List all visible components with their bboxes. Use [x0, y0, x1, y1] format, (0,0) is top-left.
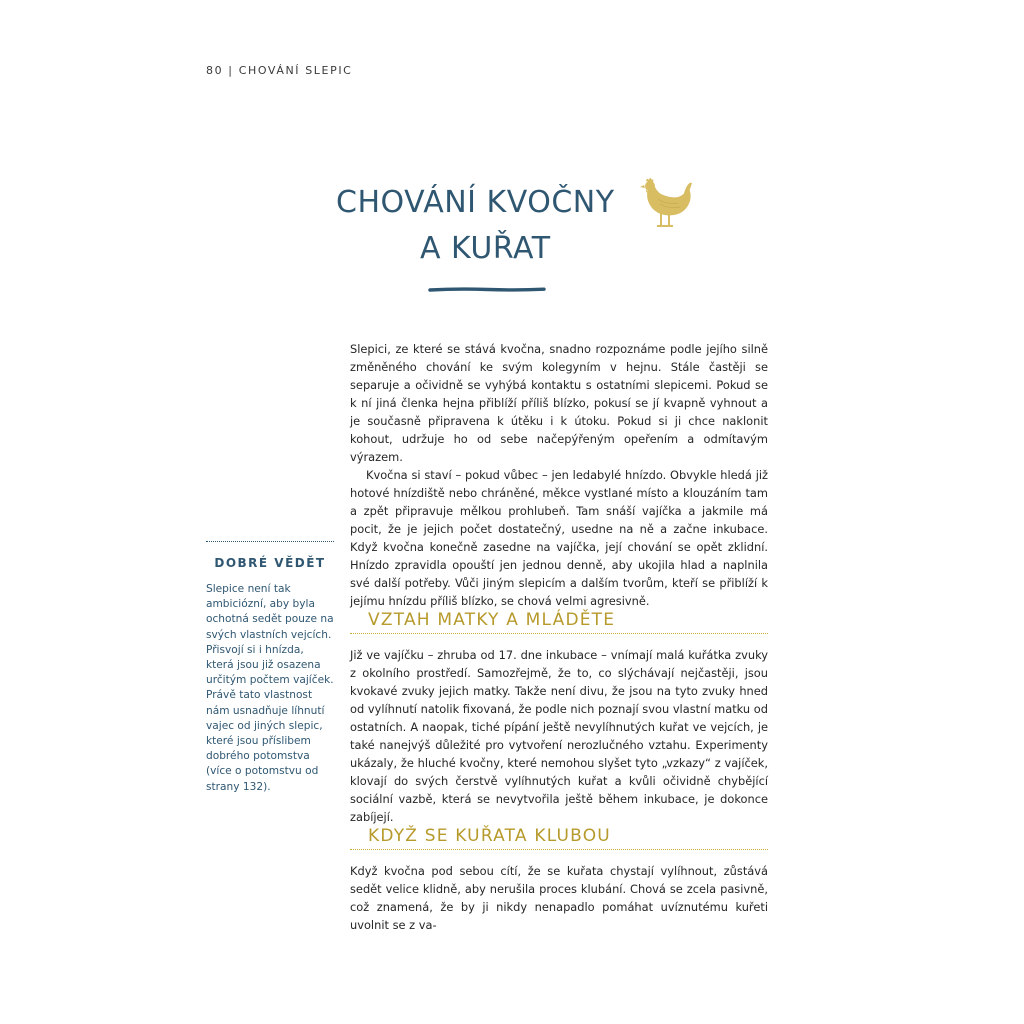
section-hatching-text: [350, 862, 768, 934]
section-heading-hatching: KDYŽ SE KUŘATA KLUBOU: [350, 824, 768, 850]
paragraph-3: Již ve vajíčku – zhruba od 17. dne inkubace – vnímají malá kuřátka zvuky z okolního prostředí. Samozřejmě, že to, co slýchávají nejčastěji, jsou kvokavé zvuky jejich matky. Takže není divu, že jsou na tyto zvuky hned od vylíhnutí natolik fixovaná, že podle nich poznají svou vlastní matku od ostatních. A naopak, tiché pípání ještě nevylíhnutých kuřat ve vejcích, je také nanejvýš důležité pro vytvoření nerozlučného vztahu. Experimenty ukázaly, že hluché kvočny, které nemohou slyšet tyto „vzkazy“ z vajíček, klovají do svých čerstvě vylíhnutých kuřat a kvůli očividně chybějící sociální vazbě, která se nevytvořila ještě během inkubace, je dokonce zabíjejí.: [350, 648, 768, 824]
section-heading-mother-chick: VZTAH MATKY A MLÁDĚTE: [350, 608, 768, 634]
paragraph-1: Slepici, ze které se stává kvočna, snadno rozpoznáme podle jejího silně změněného chování ke svým kolegyním v hejnu. Stále častěji se separuje a očividně se vyhýbá kontaktu s ostatními slepicemi. Pokud se k ní jiná členka hejna přiblíží příliš blízko, pokusí se jí kvapně vyhnout a je současně připravena k útěku i k útoku. Pokud si ji chce naklonit kohout, udržuje ho od sebe načepýřeným opeřením a odmítavým výrazem.: [350, 342, 768, 464]
sidebar-good-to-know: [206, 541, 334, 795]
running-head: 80 | CHOVÁNÍ SLEPIC: [206, 64, 353, 77]
sidebar-title: DOBRÉ VĚDĚT: [214, 556, 326, 570]
sidebar-text: Slepice není tak ambiciózní, aby byla ochotná sedět pouze na svých vlastních vejcích. Přisvojí si i hnízda, která jsou již osazena určitým počtem vajíček. Právě tato vlastnost nám usnadňuje líhnutí vajec od jiných slepic, které jsou příslibem dobrého potomstva (více o potomstvu od strany 132).: [206, 583, 334, 793]
title-underline: [428, 286, 546, 294]
paragraph-2: Kvočna si staví – pokud vůbec – jen ledabylé hnízdo. Obvykle hledá již hotové hnízdiště nebo chráněné, měkce vystlané místo a klouzáním tam a zpět připravuje mělkou prohlubeň. Tam snáší vajíčka a jakmile má pocit, že je jejich počet dostatečný, usedne na ně a začne inkubace. Když kvočna konečně zasedne na vajíčka, její chování se opět zklidní. Hnízdo zpravidla opouští jen jednou denně, aby ukojila hlad a naplnila své další potřeby. Vůči jiným slepicím a dalším tvorům, kteří se přiblíží k jejímu hnízdu příliš blízko, se chová velmi agresivně.: [350, 468, 768, 608]
hen-icon: [638, 175, 694, 231]
intro-text: [350, 340, 768, 610]
paragraph-4: Když kvočna pod sebou cítí, že se kuřata chystají vylíhnout, zůstává sedět velice klidně, aby nerušila proces klubání. Chová se zcela pasivně, což znamená, že by ji nikdy nenapadlo pomáhat uvíznutému kuřeti uvolnit se z va-: [350, 864, 768, 932]
section-mother-chick-text: [350, 646, 768, 826]
chapter-title-line2: A KUŘAT: [420, 231, 551, 266]
chapter-title-line1: CHOVÁNÍ KVOČNY: [336, 185, 615, 220]
